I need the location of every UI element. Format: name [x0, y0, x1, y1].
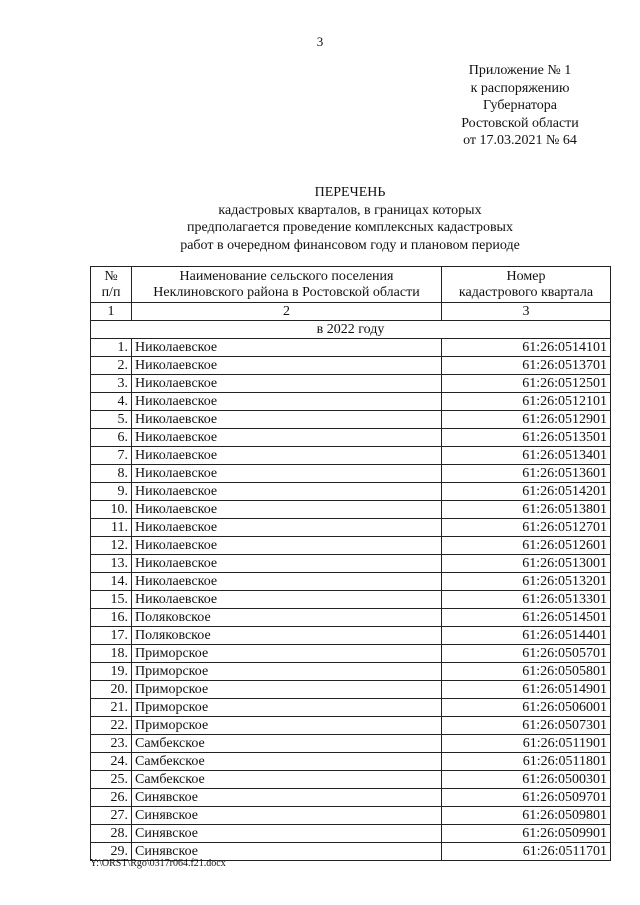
- cadastral-number: 61:26:0513301: [442, 591, 611, 609]
- settlement-name: Приморское: [132, 681, 442, 699]
- cadastral-number: 61:26:0511901: [442, 735, 611, 753]
- appendix-line: от 17.03.2021 № 64: [463, 133, 577, 148]
- header-num-line: п/п: [101, 284, 121, 300]
- table-row: [91, 699, 611, 717]
- settlement-name: Синявское: [132, 807, 442, 825]
- title-line: работ в очередном финансовом году и плановом периоде: [180, 237, 520, 253]
- cadastral-number: 61:26:0513601: [442, 465, 611, 483]
- settlement-name: Самбекское: [132, 735, 442, 753]
- table-row: [91, 555, 611, 573]
- row-number: 9.: [91, 483, 132, 501]
- row-number: 25.: [91, 771, 132, 789]
- column-number-row: [91, 303, 611, 321]
- row-number: 28.: [91, 825, 132, 843]
- settlement-name: Николаевское: [132, 483, 442, 501]
- page-number: 3: [316, 34, 324, 49]
- settlement-name: Приморское: [132, 663, 442, 681]
- table-header-row: [91, 267, 611, 303]
- table-row: [91, 645, 611, 663]
- table-row: [91, 663, 611, 681]
- cadastral-number: 61:26:0509801: [442, 807, 611, 825]
- year-label: в 2022 году: [91, 321, 611, 339]
- table-row: [91, 609, 611, 627]
- settlement-name: Николаевское: [132, 339, 442, 357]
- header-code: [442, 267, 611, 303]
- cadastral-number: 61:26:0514401: [442, 627, 611, 645]
- settlement-name: Николаевское: [132, 573, 442, 591]
- settlement-name: Поляковское: [132, 609, 442, 627]
- title-line: кадастровых кварталов, в границах которых: [218, 202, 482, 218]
- settlement-name: Синявское: [132, 843, 442, 861]
- table-row: [91, 627, 611, 645]
- header-code-line: Номер: [506, 268, 546, 284]
- header-name-line: Наименование сельского поселения: [179, 268, 394, 284]
- settlement-name: Приморское: [132, 717, 442, 735]
- appendix-line: к распоряжению: [470, 80, 570, 96]
- year-row: [91, 321, 611, 339]
- settlement-name: Николаевское: [132, 537, 442, 555]
- title-line: предполагается проведение комплексных кадастровых: [187, 220, 513, 235]
- table-row: [91, 429, 611, 447]
- cadastral-table: [90, 266, 611, 861]
- column-number: 2: [132, 303, 442, 321]
- header-name-line: Неклиновского района в Ростовской области: [153, 284, 420, 300]
- table-row: [91, 681, 611, 699]
- settlement-name: Синявское: [132, 789, 442, 807]
- table-row: [91, 465, 611, 483]
- cadastral-number: 61:26:0511801: [442, 753, 611, 771]
- cadastral-number: 61:26:0512101: [442, 393, 611, 411]
- settlement-name: Николаевское: [132, 555, 442, 573]
- settlement-name: Николаевское: [132, 591, 442, 609]
- row-number: 26.: [91, 789, 132, 807]
- settlement-name: Синявское: [132, 825, 442, 843]
- row-number: 1.: [91, 339, 132, 357]
- settlement-name: Самбекское: [132, 771, 442, 789]
- row-number: 2.: [91, 357, 132, 375]
- row-number: 27.: [91, 807, 132, 825]
- row-number: 6.: [91, 429, 132, 447]
- table-row: [91, 411, 611, 429]
- table-row: [91, 789, 611, 807]
- cadastral-number: 61:26:0512501: [442, 375, 611, 393]
- row-number: 14.: [91, 573, 132, 591]
- cadastral-number: 61:26:0514501: [442, 609, 611, 627]
- table-row: [91, 825, 611, 843]
- cadastral-number: 61:26:0513001: [442, 555, 611, 573]
- column-number: 1: [91, 303, 132, 321]
- row-number: 4.: [91, 393, 132, 411]
- row-number: 21.: [91, 699, 132, 717]
- cadastral-number: 61:26:0513201: [442, 573, 611, 591]
- settlement-name: Николаевское: [132, 411, 442, 429]
- settlement-name: Николаевское: [132, 357, 442, 375]
- row-number: 12.: [91, 537, 132, 555]
- header-code-line: кадастрового квартала: [458, 284, 594, 300]
- table-row: [91, 591, 611, 609]
- row-number: 19.: [91, 663, 132, 681]
- cadastral-number: 61:26:0513401: [442, 447, 611, 465]
- row-number: 20.: [91, 681, 132, 699]
- table-row: [91, 393, 611, 411]
- row-number: 24.: [91, 753, 132, 771]
- header-num-line: №: [104, 268, 118, 284]
- settlement-name: Николаевское: [132, 447, 442, 465]
- cadastral-number: 61:26:0509701: [442, 789, 611, 807]
- appendix-line: Приложение № 1: [468, 63, 572, 78]
- table-row: [91, 717, 611, 735]
- table-row: [91, 339, 611, 357]
- row-number: 29.: [91, 843, 132, 861]
- appendix-block: [440, 62, 600, 150]
- table-row: [91, 537, 611, 555]
- table-row: [91, 501, 611, 519]
- cadastral-number: 61:26:0514101: [442, 339, 611, 357]
- row-number: 5.: [91, 411, 132, 429]
- cadastral-number: 61:26:0511701: [442, 843, 611, 861]
- row-number: 23.: [91, 735, 132, 753]
- cadastral-number: 61:26:0505701: [442, 645, 611, 663]
- settlement-name: Николаевское: [132, 501, 442, 519]
- table-row: [91, 807, 611, 825]
- row-number: 10.: [91, 501, 132, 519]
- settlement-name: Николаевское: [132, 465, 442, 483]
- file-path-footer: Y:\ORST\Rgo\0317r064.f21.docx: [90, 858, 226, 869]
- row-number: 16.: [91, 609, 132, 627]
- table-row: [91, 375, 611, 393]
- table-row: [91, 447, 611, 465]
- cadastral-number: 61:26:0509901: [442, 825, 611, 843]
- table-row: [91, 735, 611, 753]
- cadastral-number: 61:26:0512901: [442, 411, 611, 429]
- cadastral-number: 61:26:0514201: [442, 483, 611, 501]
- table-row: [91, 753, 611, 771]
- row-number: 13.: [91, 555, 132, 573]
- document-title: [0, 184, 640, 254]
- table-row: [91, 771, 611, 789]
- row-number: 22.: [91, 717, 132, 735]
- row-number: 11.: [91, 519, 132, 537]
- settlement-name: Поляковское: [132, 627, 442, 645]
- settlement-name: Приморское: [132, 699, 442, 717]
- row-number: 3.: [91, 375, 132, 393]
- header-name: [132, 267, 442, 303]
- cadastral-number: 61:26:0512601: [442, 537, 611, 555]
- cadastral-number: 61:26:0513701: [442, 357, 611, 375]
- table-row: [91, 357, 611, 375]
- cadastral-number: 61:26:0513801: [442, 501, 611, 519]
- settlement-name: Николаевское: [132, 519, 442, 537]
- row-number: 17.: [91, 627, 132, 645]
- table-row: [91, 573, 611, 591]
- row-number: 8.: [91, 465, 132, 483]
- title-heading: ПЕРЕЧЕНЬ: [314, 185, 386, 200]
- settlement-name: Николаевское: [132, 393, 442, 411]
- cadastral-number: 61:26:0507301: [442, 717, 611, 735]
- cadastral-number: 61:26:0506001: [442, 699, 611, 717]
- cadastral-number: 61:26:0505801: [442, 663, 611, 681]
- settlement-name: Николаевское: [132, 429, 442, 447]
- row-number: 15.: [91, 591, 132, 609]
- cadastral-number: 61:26:0500301: [442, 771, 611, 789]
- table-row: [91, 519, 611, 537]
- header-num: [91, 267, 132, 303]
- settlement-name: Приморское: [132, 645, 442, 663]
- cadastral-number: 61:26:0512701: [442, 519, 611, 537]
- settlement-name: Николаевское: [132, 375, 442, 393]
- table-row: [91, 483, 611, 501]
- settlement-name: Самбекское: [132, 753, 442, 771]
- cadastral-number: 61:26:0514901: [442, 681, 611, 699]
- appendix-line: Ростовской области: [461, 115, 579, 131]
- column-number: 3: [442, 303, 611, 321]
- cadastral-number: 61:26:0513501: [442, 429, 611, 447]
- row-number: 7.: [91, 447, 132, 465]
- appendix-line: Губернатора: [482, 98, 558, 113]
- row-number: 18.: [91, 645, 132, 663]
